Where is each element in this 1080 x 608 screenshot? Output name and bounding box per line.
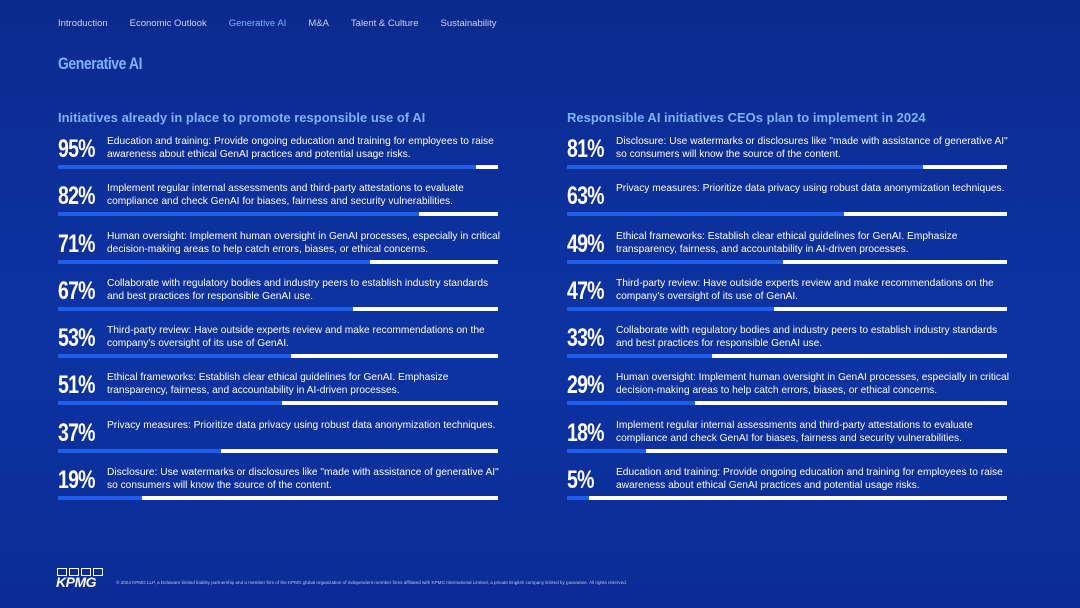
right-heading: Responsible AI initiatives CEOs plan to implement in 2024 <box>567 110 926 125</box>
initiative-row <box>58 369 498 416</box>
percent-value: 95% <box>58 135 95 163</box>
progress-bar <box>58 496 498 500</box>
footer <box>56 568 627 590</box>
progress-fill <box>567 496 589 500</box>
initiative-row <box>58 464 498 511</box>
progress-bar <box>58 354 498 358</box>
nav-economic-outlook[interactable]: Economic Outlook <box>129 18 207 29</box>
progress-fill <box>58 260 370 264</box>
percent-value: 49% <box>567 229 604 258</box>
percent-value: 82% <box>58 182 95 211</box>
progress-bar <box>58 260 498 264</box>
progress-bar <box>567 307 1007 311</box>
progress-fill <box>58 307 353 311</box>
initiative-row <box>567 180 1007 227</box>
percent-value: 67% <box>58 276 95 305</box>
progress-bar <box>58 165 498 169</box>
progress-fill <box>567 165 923 169</box>
top-nav <box>58 18 518 29</box>
nav-talent-culture[interactable]: Talent & Culture <box>350 18 419 29</box>
initiative-row <box>567 322 1007 369</box>
left-heading: Initiatives already in place to promote responsible use of AI <box>58 110 426 125</box>
right-column <box>567 110 1007 511</box>
initiative-description: Third-party review: Have outside experts review and make recommendations on the company's oversight of its use of GenAI. <box>107 325 485 350</box>
nav-generative-ai[interactable]: Generative AI <box>228 18 287 29</box>
initiative-row <box>58 275 498 322</box>
initiative-description: Third-party review: Have outside experts review and make recommendations on the company's oversight of its use of GenAI. <box>616 277 994 302</box>
percent-value: 51% <box>58 371 95 400</box>
initiative-description: Implement regular internal assessments and third-party attestations to evaluate compliance and check GenAI for biases, fairness and security vulnerabilities. <box>107 183 464 208</box>
progress-fill <box>58 496 142 500</box>
progress-fill <box>567 260 783 264</box>
initiative-description: Education and training: Provide ongoing education and training for employees to raise awareness about ethical GenAI practices and potential usage risks. <box>107 136 494 160</box>
initiative-row <box>58 417 498 464</box>
progress-bar <box>58 449 498 453</box>
progress-bar <box>567 449 1007 453</box>
initiative-row <box>58 133 498 180</box>
progress-bar <box>58 212 498 216</box>
left-column <box>58 110 498 511</box>
copyright-text: © 2024 KPMG LLP, a Delaware limited liability partnership and a member firm of the KPMG global organization of independent member firms affiliated with KPMG International Limited, a private English company limited by guarantee. All rights reserved. <box>116 579 628 585</box>
progress-fill <box>567 307 774 311</box>
initiative-description: Collaborate with regulatory bodies and industry peers to establish industry standards and best practices for responsible GenAI use. <box>616 325 998 350</box>
percent-value: 19% <box>58 466 95 495</box>
progress-bar <box>567 496 1007 500</box>
initiative-description: Human oversight: Implement human oversight in GenAI processes, especially in critical decision-making areas to help catch errors, biases, or ethical concerns. <box>616 372 1009 397</box>
initiative-description: Disclosure: Use watermarks or disclosures like "made with assistance of generative AI" so consumers will know the source of the content. <box>616 136 1008 160</box>
initiative-description: Disclosure: Use watermarks or disclosures like "made with assistance of generative AI" so consumers will know the source of the content. <box>107 467 499 492</box>
progress-fill <box>567 212 844 216</box>
percent-value: 29% <box>567 371 604 400</box>
progress-bar <box>567 212 1007 216</box>
percent-value: 33% <box>567 324 604 353</box>
initiative-row <box>567 369 1007 416</box>
percent-value: 71% <box>58 229 95 258</box>
initiative-description: Ethical frameworks: Establish clear ethical guidelines for GenAI. Emphasize transparency, fairness, and accountability in AI-driven processes. <box>107 372 449 397</box>
progress-fill <box>567 354 712 358</box>
progress-fill <box>58 354 291 358</box>
progress-fill <box>58 212 419 216</box>
nav-sustainability[interactable]: Sustainability <box>440 18 497 29</box>
initiative-row <box>567 464 1007 511</box>
progress-fill <box>567 401 695 405</box>
right-list <box>567 133 1007 511</box>
initiative-row <box>567 275 1007 322</box>
page-title: Generative AI <box>58 54 143 73</box>
percent-value: 37% <box>58 418 95 447</box>
initiative-description: Ethical frameworks: Establish clear ethical guidelines for GenAI. Emphasize transparency, fairness, and accountability in AI-driven processes. <box>616 230 958 255</box>
initiative-description: Education and training: Provide ongoing education and training for employees to raise awareness about ethical GenAI practices and potential usage risks. <box>616 467 1003 492</box>
progress-fill <box>58 165 476 169</box>
progress-fill <box>58 401 282 405</box>
progress-bar <box>58 401 498 405</box>
progress-bar <box>58 307 498 311</box>
initiative-row <box>567 228 1007 275</box>
initiative-description: Implement regular internal assessments and third-party attestations to evaluate compliance and check GenAI for biases, fairness and security vulnerabilities. <box>616 419 973 444</box>
initiative-row <box>567 417 1007 464</box>
initiative-row <box>58 180 498 227</box>
initiative-description: Privacy measures: Prioritize data privacy using robust data anonymization techniques. <box>107 419 496 431</box>
percent-value: 53% <box>58 324 95 353</box>
percent-value: 47% <box>567 276 604 305</box>
percent-value: 5% <box>567 466 594 495</box>
logo-wordmark: KPMG <box>56 574 96 590</box>
nav-m-and-a[interactable]: M&A <box>308 18 329 29</box>
initiative-description: Collaborate with regulatory bodies and industry peers to establish industry standards and best practices for responsible GenAI use. <box>107 277 489 302</box>
initiative-row <box>58 322 498 369</box>
initiative-description: Human oversight: Implement human oversight in GenAI processes, especially in critical decision-making areas to help catch errors, biases, or ethical concerns. <box>107 230 500 255</box>
progress-bar <box>567 260 1007 264</box>
progress-bar <box>567 165 1007 169</box>
initiative-row <box>567 133 1007 180</box>
progress-bar <box>567 354 1007 358</box>
progress-fill <box>567 449 646 453</box>
initiative-description: Privacy measures: Prioritize data privacy using robust data anonymization techniques. <box>616 183 1005 195</box>
initiative-row <box>58 228 498 275</box>
progress-bar <box>567 401 1007 405</box>
percent-value: 18% <box>567 418 604 447</box>
progress-fill <box>58 449 221 453</box>
nav-introduction[interactable]: Introduction <box>58 18 108 29</box>
percent-value: 63% <box>567 182 604 211</box>
kpmg-logo <box>56 568 106 590</box>
percent-value: 81% <box>567 135 604 163</box>
left-list <box>58 133 498 511</box>
